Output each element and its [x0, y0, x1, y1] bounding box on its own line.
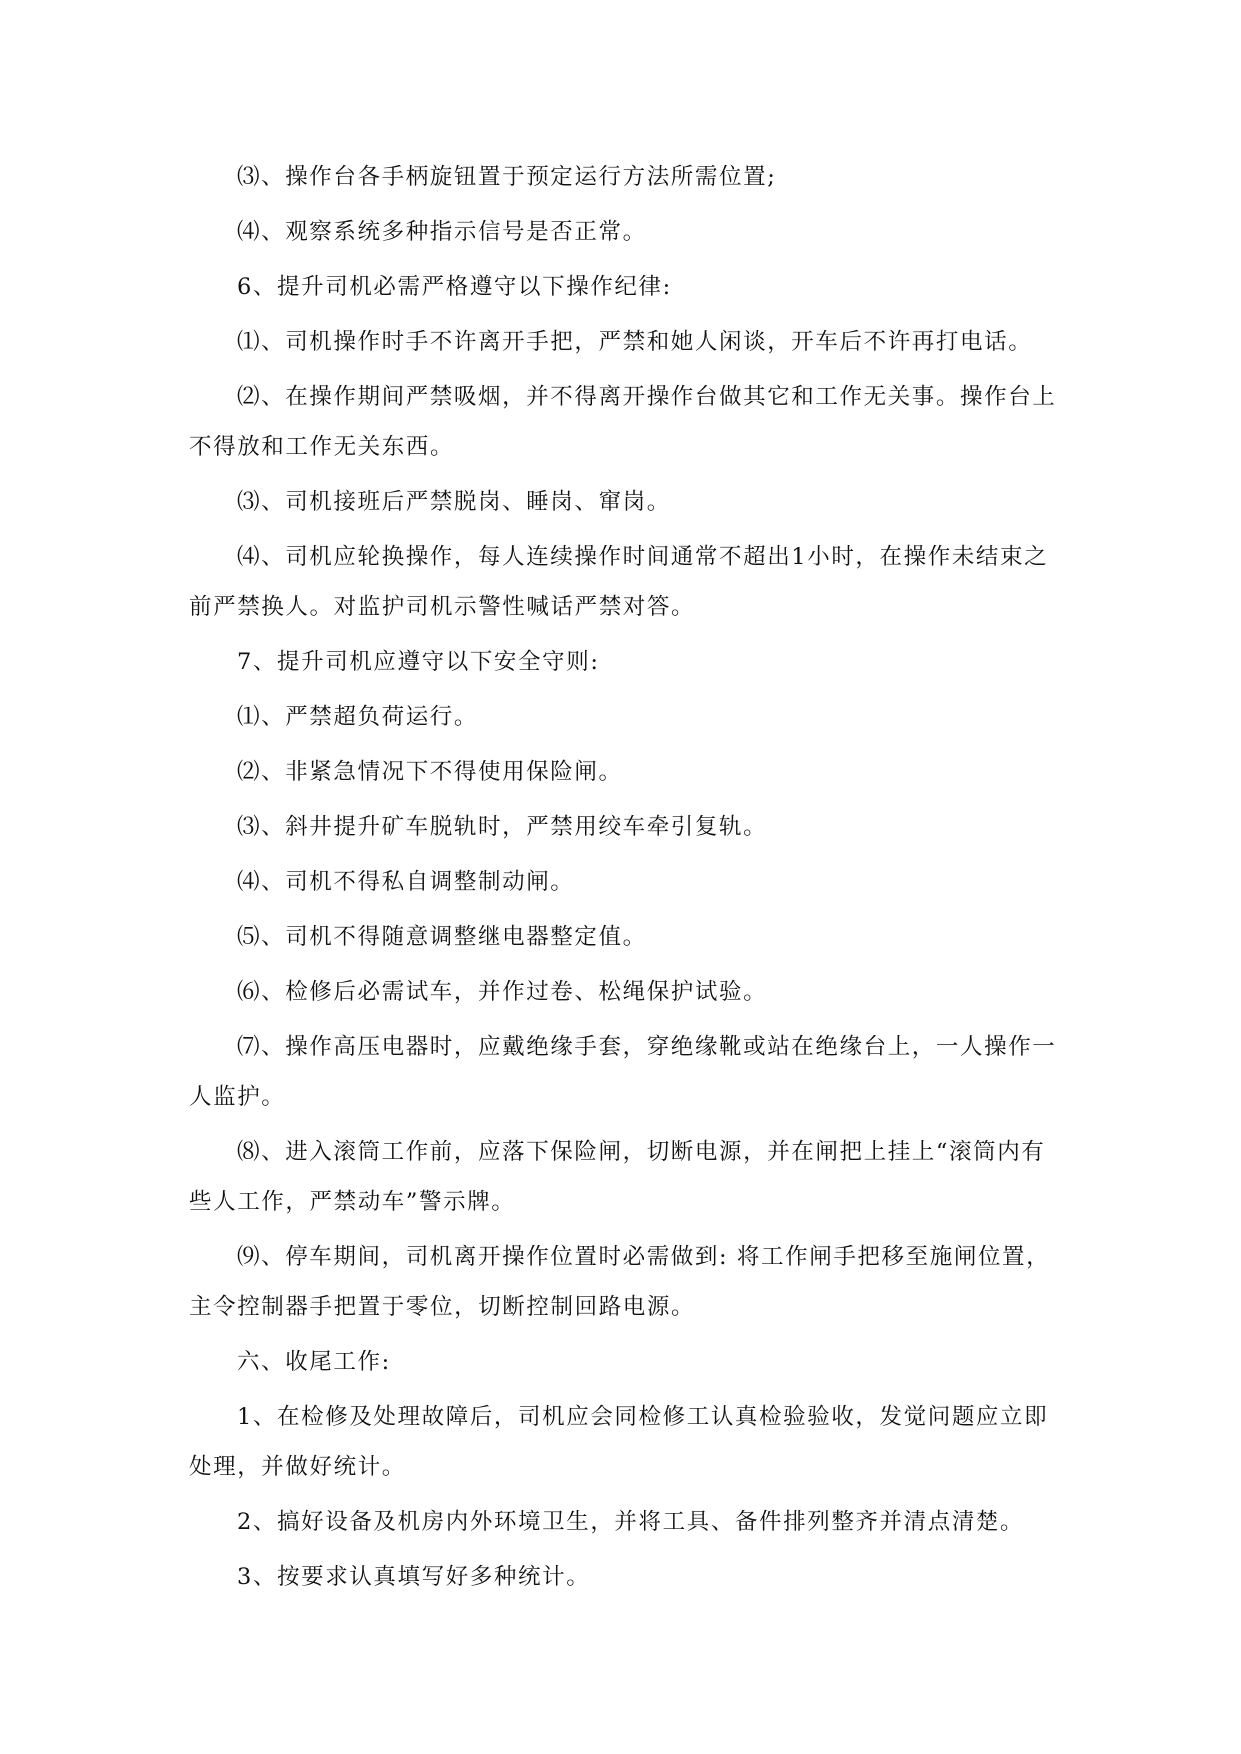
- paragraph: ⑻、进入滚筒工作前，应落下保险闸，切断电源，并在闸把上挂上“滚筒内有些人工作，严禁动车”警示牌。: [189, 1139, 1046, 1215]
- paragraph: 3、按要求认真填写好多种统计。: [237, 1564, 591, 1590]
- paragraph: ⑵、在操作期间严禁吸烟，并不得离开操作台做其它和工作无关事。操作台上不得放和工作无关东西。: [189, 384, 1057, 460]
- document-body: [189, 152, 1059, 1607]
- paragraph: ⑶、斜井提升矿车脱轨时，严禁用绞车牵引复轨。: [237, 814, 768, 840]
- paragraph: ⑹、检修后必需试车，并作过卷、松绳保护试验。: [237, 979, 768, 1005]
- paragraph: ⑵、非紧急情况下不得使用保险闸。: [237, 759, 623, 785]
- paragraph: ⑺、操作高压电器时，应戴绝缘手套，穿绝缘靴或站在绝缘台上，一人操作一人监护。: [189, 1034, 1057, 1110]
- paragraph: 7、提升司机应遵守以下安全守则:: [237, 649, 600, 675]
- paragraph: ⑸、司机不得随意调整继电器整定值。: [237, 924, 647, 950]
- paragraph: ⑼、停车期间，司机离开操作位置时必需做到: 将工作闸手把移至施闸位置，主令控制器手把置于零位，切断控制回路电源。: [189, 1244, 1051, 1320]
- paragraph: ⑶、操作台各手柄旋钮置于预定运行方法所需位置;: [237, 164, 777, 190]
- paragraph: ⑴、严禁超负荷运行。: [237, 704, 479, 730]
- paragraph: ⑷、观察系统多种指示信号是否正常。: [237, 219, 647, 245]
- paragraph: ⑷、司机应轮换操作，每人连续操作时间通常不超出1小时，在操作未结束之前严禁换人。对监护司机示警性喊话严禁对答。: [189, 544, 1049, 620]
- paragraph: ⑶、司机接班后严禁脱岗、睡岗、窜岗。: [237, 489, 671, 515]
- paragraph: ⑷、司机不得私自调整制动闸。: [237, 869, 575, 895]
- paragraph: 2、搞好设备及机房内外环境卫生，并将工具、备件排列整齐并清点清楚。: [237, 1509, 1025, 1535]
- paragraph: 6、提升司机必需严格遵守以下操作纪律:: [237, 274, 672, 300]
- paragraph: ⑴、司机操作时手不许离开手把，严禁和她人闲谈，开车后不许再打电话。: [237, 329, 1033, 355]
- paragraph: 1、在检修及处理故障后，司机应会同检修工认真检验验收，发觉问题应立即处理，并做好统计。: [189, 1404, 1049, 1480]
- section-heading: 六、收尾工作:: [237, 1349, 391, 1375]
